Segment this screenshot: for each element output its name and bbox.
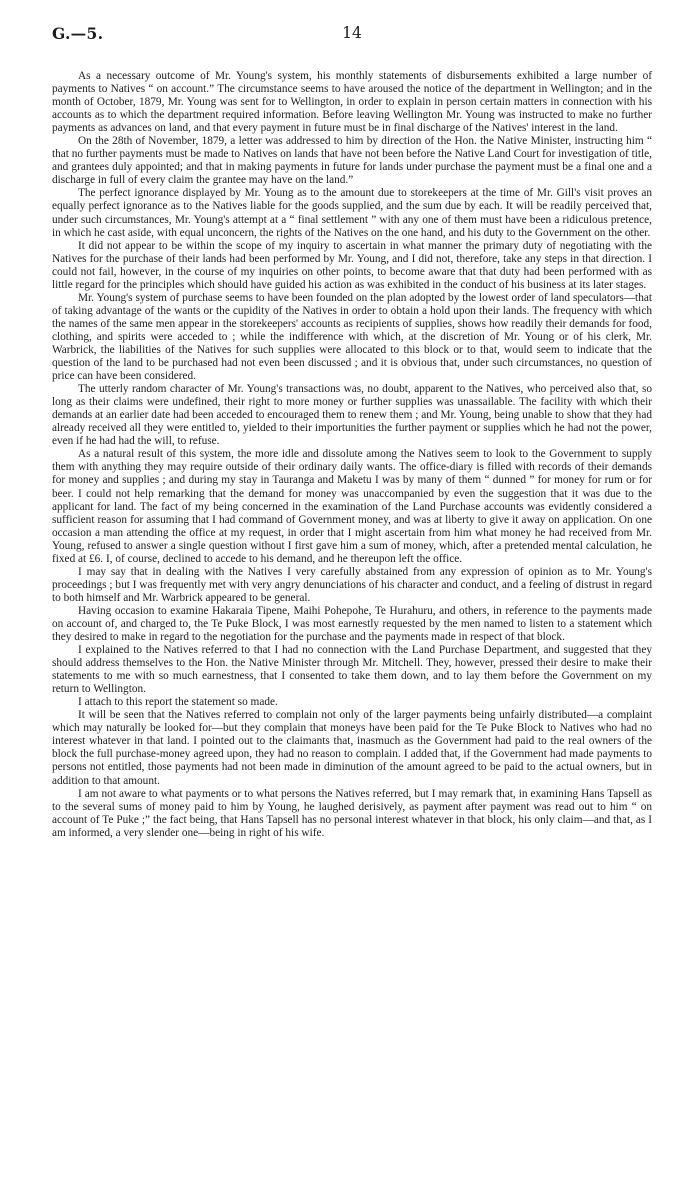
paragraph: As a necessary outcome of Mr. Young's system, his monthly statements of disbursements exhibited a large number of payments to Natives “ on account.” The circumstance seems to have aroused the notice of the department in Wellington; and in the month of October, 1879, Mr. Young was sent for to Wellington, in order to explain in person certain matters in connection with his accounts as to which the department required information. Before leaving Wellington Mr. Young was instructed to make no further payments as advances on land, and that every payment in future must be in final discharge of the Natives' interest in the land.: [52, 70, 652, 135]
paragraph: Mr. Young's system of purchase seems to have been founded on the plan adopted by the lowest order of land speculators—that of taking advantage of the wants or the cupidity of the Natives in order to obtain a hold upon their lands. The frequency with which the names of the same men appear in the storekeepers' accounts as recipients of supplies, shows how readily their demands for food, clothing, and spirits were acceded to ; while the indifference with which, at the discretion of Mr. Young or of his clerk, Mr. Warbrick, the liabilities of the Natives for such supplies were allocated to this block or to that, would seem to indicate that the question of the land to be purchased had not even been discussed ; and it is obvious that, under such circumstances, no question of price can have been considered.: [52, 291, 652, 383]
document-reference: G.—5.: [52, 24, 104, 43]
paragraph: Having occasion to examine Hakaraia Tipene, Maihi Pohepohe, Te Hurahuru, and others, in reference to the payments made on account of, and charged to, the Te Puke Block, I was most earnestly requested by the men named to listen to a statement which they desired to make in regard to the negotiation for the purchase and the payments made in respect of that block.: [52, 604, 652, 644]
paragraph: It did not appear to be within the scope of my inquiry to ascertain in what manner the primary duty of negotiating with the Natives for the purchase of their lands had been performed by Mr. Young, and I did not, therefore, take any steps in that direction. I could not fail, however, in the course of my inquiries on other points, to become aware that that duty had been performed with as little regard for the principles which should have guided his action as was exhibited in the conduct of his business at its later stages.: [52, 239, 652, 291]
paragraph: I am not aware to what payments or to what persons the Natives referred, but I may remark that, in examining Hans Tapsell as to the several sums of money paid to him by Young, he laughed derisively, as payment after payment was read out to him “ on account of Te Puke ;” the fact being, that Hans Tapsell has no personal interest whatever in that block, his only claim—and that, as I am informed, a very slender one—being in right of his wife.: [52, 787, 652, 839]
paragraph: I explained to the Natives referred to that I had no connection with the Land Purchase Department, and suggested that they should address themselves to the Hon. the Native Minister through Mr. Mitchell. They, however, pressed their desire to make their statements to me with so much earnestness, that I consented to take them down, and to lay them before the Government on my return to Wellington.: [52, 644, 652, 696]
paragraph: I may say that in dealing with the Natives I very carefully abstained from any expression of opinion as to Mr. Young's proceedings ; but I was frequently met with very angry denunciations of his character and conduct, and a feeling of distrust in regard to both himself and Mr. Warbrick appeared to be general.: [52, 565, 652, 604]
report-body: [52, 70, 652, 840]
paragraph: I attach to this report the statement so made.: [78, 696, 278, 709]
paragraph: The perfect ignorance displayed by Mr. Young as to the amount due to storekeepers at the time of Mr. Gill's visit proves an equally perfect ignorance as to the Natives liable for the goods supplied, and the sum due by each. It will be readily perceived that, under such circumstances, Mr. Young's attempt at a “ final settlement ” with any one of them must have been a ridiculous pretence, in which he cast aside, with equal unconcern, the rights of the Natives on the one hand, and his duty to the Government on the other.: [52, 187, 652, 239]
paragraph: As a natural result of this system, the more idle and dissolute among the Natives seem to look to the Government to supply them with anything they may require outside of their ordinary daily wants. The office-diary is filled with records of their demands for money and supplies ; and during my stay in Tauranga and Maketu I was by many of them “ dunned ” for money for rum or for beer. I could not help remarking that the demand for money was unaccompanied by even the suggestion that it was due to the applicant for land. The fact of my being concerned in the examination of the Land Purchase accounts was evidently considered a sufficient reason for assuming that I had command of Government money, and was at liberty to give it away on application. On one occasion a man attending the office at my request, in order that I might ascertain from him what money he had received from Mr. Young, refused to answer a single question without I first gave him a sum of money, which, after a pretended mental calculation, he fixed at £6. I, of course, declined to accede to his demand, and he thereupon left the office.: [52, 448, 652, 565]
paragraph: The utterly random character of Mr. Young's transactions was, no doubt, apparent to the Natives, who perceived also that, so long as their claims were undefined, their right to more money or further supplies was unassailable. The facility with which their demands at an earlier date had been acceded to encouraged them to renew them ; and Mr. Young, being unable to show that they had already received all they were entitled to, yielded to their importunities the further payment or supplies which he had not the power, even if he had had the will, to refuse.: [52, 383, 652, 448]
page-number: 14: [342, 24, 362, 42]
paragraph: It will be seen that the Natives referred to complain not only of the larger payments being unfairly distributed—a complaint which may naturally be looked for—but they complain that moneys have been paid for the Te Puke Block to Natives who had no interest whatever in that land. I pointed out to the claimants that, inasmuch as the Government had paid to the real owners of the block the full purchase-money agreed upon, they had no reason to complain. I added that, if the Government had made payments to persons not entitled, those payments had not been made in diminution of the amount agreed to be paid to the actual owners, but in addition to that amount.: [52, 709, 652, 787]
paragraph: On the 28th of November, 1879, a letter was addressed to him by direction of the Hon. the Native Minister, instructing him “ that no further payments must be made to Natives on lands that have not been before the Native Land Court for investigation of title, and grantees duly appointed; and that in making payments in future for lands under purchase the payment must be a final one and a discharge in full of every claim the grantee may have on the land.”: [52, 135, 652, 187]
page-header: [52, 24, 652, 46]
